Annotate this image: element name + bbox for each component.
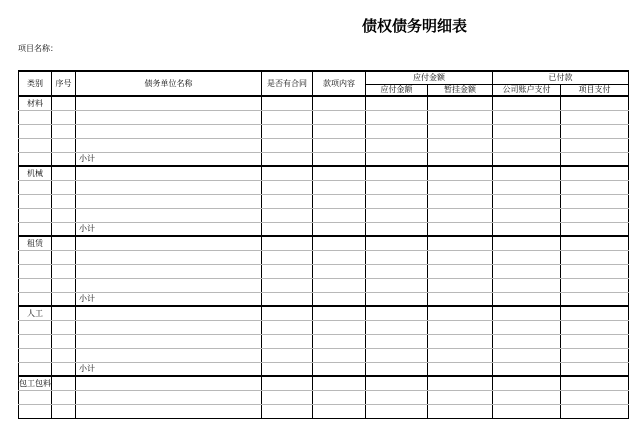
payable-amount-cell: [366, 376, 428, 390]
debtor-name-cell: [76, 110, 262, 124]
company-account-paid-cell: [493, 152, 561, 166]
payable-amount-cell: [366, 124, 428, 138]
has-contract-cell: [262, 124, 313, 138]
debtor-name-cell: [76, 320, 262, 334]
debtor-name-cell: [76, 166, 262, 180]
header-pending-amount: 暂挂金额: [428, 84, 493, 96]
company-account-paid-cell: [493, 166, 561, 180]
pending-amount-cell: [428, 334, 493, 348]
pending-amount-cell: [428, 390, 493, 404]
has-contract-cell: [262, 96, 313, 110]
payment-content-cell: [313, 124, 366, 138]
pending-amount-cell: [428, 152, 493, 166]
category-cell: [19, 404, 52, 418]
pending-amount-cell: [428, 208, 493, 222]
category-cell: [19, 390, 52, 404]
company-account-paid-cell: [493, 264, 561, 278]
company-account-paid-cell: [493, 348, 561, 362]
payable-amount-cell: [366, 306, 428, 320]
seq-cell: [52, 362, 76, 376]
pending-amount-cell: [428, 376, 493, 390]
seq-cell: [52, 194, 76, 208]
header-seq: 序号: [52, 71, 76, 96]
debtor-name-cell: [76, 250, 262, 264]
project-paid-cell: [561, 320, 629, 334]
table-row: [19, 194, 629, 208]
has-contract-cell: [262, 362, 313, 376]
seq-cell: [52, 124, 76, 138]
seq-cell: [52, 96, 76, 110]
table-row: [19, 264, 629, 278]
category-cell: [19, 152, 52, 166]
payment-content-cell: [313, 306, 366, 320]
project-paid-cell: [561, 152, 629, 166]
has-contract-cell: [262, 236, 313, 250]
table-row: [19, 348, 629, 362]
header-category: 类别: [19, 71, 52, 96]
project-paid-cell: [561, 138, 629, 152]
payment-content-cell: [313, 404, 366, 418]
debtor-name-cell: [76, 124, 262, 138]
pending-amount-cell: [428, 278, 493, 292]
payment-content-cell: [313, 292, 366, 306]
pending-amount-cell: [428, 264, 493, 278]
payment-content-cell: [313, 110, 366, 124]
category-cell: 租赁: [19, 236, 52, 250]
debtor-name-cell: [76, 348, 262, 362]
seq-cell: [52, 404, 76, 418]
company-account-paid-cell: [493, 138, 561, 152]
project-paid-cell: [561, 110, 629, 124]
category-cell: [19, 264, 52, 278]
debtor-name-cell: [76, 404, 262, 418]
category-cell: [19, 208, 52, 222]
pending-amount-cell: [428, 250, 493, 264]
has-contract-cell: [262, 166, 313, 180]
seq-cell: [52, 264, 76, 278]
table-header: [19, 71, 629, 96]
payable-amount-cell: [366, 334, 428, 348]
project-paid-cell: [561, 334, 629, 348]
payable-amount-cell: [366, 138, 428, 152]
table-row: [19, 96, 629, 110]
payable-amount-cell: [366, 222, 428, 236]
payment-content-cell: [313, 264, 366, 278]
has-contract-cell: [262, 110, 313, 124]
payment-content-cell: [313, 334, 366, 348]
category-cell: [19, 222, 52, 236]
payable-amount-cell: [366, 194, 428, 208]
seq-cell: [52, 250, 76, 264]
table-row: [19, 376, 629, 390]
table-row: [19, 222, 629, 236]
header-debtor-name: 债务单位名称: [76, 71, 262, 96]
project-paid-cell: [561, 208, 629, 222]
payment-content-cell: [313, 250, 366, 264]
table-row: [19, 278, 629, 292]
seq-cell: [52, 320, 76, 334]
debtor-name-cell: [76, 334, 262, 348]
category-cell: [19, 138, 52, 152]
debtor-name-cell: [76, 208, 262, 222]
project-paid-cell: [561, 362, 629, 376]
payment-content-cell: [313, 166, 366, 180]
payable-amount-cell: [366, 292, 428, 306]
has-contract-cell: [262, 292, 313, 306]
header-payment-content: 款项内容: [313, 71, 366, 96]
seq-cell: [52, 110, 76, 124]
has-contract-cell: [262, 390, 313, 404]
category-cell: [19, 110, 52, 124]
pending-amount-cell: [428, 236, 493, 250]
seq-cell: [52, 334, 76, 348]
company-account-paid-cell: [493, 236, 561, 250]
pending-amount-cell: [428, 222, 493, 236]
payable-amount-cell: [366, 320, 428, 334]
project-paid-cell: [561, 236, 629, 250]
project-paid-cell: [561, 96, 629, 110]
payment-content-cell: [313, 208, 366, 222]
payment-content-cell: [313, 96, 366, 110]
company-account-paid-cell: [493, 194, 561, 208]
seq-cell: [52, 390, 76, 404]
debt-detail-table: [18, 70, 629, 419]
project-paid-cell: [561, 292, 629, 306]
debtor-name-cell: [76, 264, 262, 278]
seq-cell: [52, 152, 76, 166]
seq-cell: [52, 180, 76, 194]
pending-amount-cell: [428, 138, 493, 152]
company-account-paid-cell: [493, 222, 561, 236]
debtor-name-cell: [76, 96, 262, 110]
header-paid-group: 已付款: [493, 71, 629, 84]
debtor-name-cell: 小计: [76, 222, 262, 236]
company-account-paid-cell: [493, 96, 561, 110]
company-account-paid-cell: [493, 278, 561, 292]
company-account-paid-cell: [493, 390, 561, 404]
pending-amount-cell: [428, 110, 493, 124]
payable-amount-cell: [366, 96, 428, 110]
project-paid-cell: [561, 180, 629, 194]
has-contract-cell: [262, 348, 313, 362]
has-contract-cell: [262, 180, 313, 194]
seq-cell: [52, 208, 76, 222]
pending-amount-cell: [428, 362, 493, 376]
table-row: [19, 208, 629, 222]
payable-amount-cell: [366, 250, 428, 264]
payment-content-cell: [313, 390, 366, 404]
payment-content-cell: [313, 320, 366, 334]
payable-amount-cell: [366, 362, 428, 376]
project-paid-cell: [561, 404, 629, 418]
seq-cell: [52, 222, 76, 236]
payable-amount-cell: [366, 236, 428, 250]
payment-content-cell: [313, 138, 366, 152]
table-row: [19, 306, 629, 320]
payment-content-cell: [313, 152, 366, 166]
has-contract-cell: [262, 250, 313, 264]
project-paid-cell: [561, 376, 629, 390]
pending-amount-cell: [428, 404, 493, 418]
seq-cell: [52, 348, 76, 362]
seq-cell: [52, 292, 76, 306]
table-row: [19, 138, 629, 152]
table-row: [19, 236, 629, 250]
payment-content-cell: [313, 376, 366, 390]
has-contract-cell: [262, 208, 313, 222]
category-cell: [19, 292, 52, 306]
company-account-paid-cell: [493, 124, 561, 138]
debtor-name-cell: [76, 278, 262, 292]
category-cell: [19, 348, 52, 362]
table-row: [19, 152, 629, 166]
category-cell: [19, 334, 52, 348]
table-row: [19, 250, 629, 264]
project-paid-cell: [561, 124, 629, 138]
pending-amount-cell: [428, 166, 493, 180]
payment-content-cell: [313, 180, 366, 194]
table-row: [19, 390, 629, 404]
payable-amount-cell: [366, 390, 428, 404]
seq-cell: [52, 138, 76, 152]
header-has-contract: 是否有合同: [262, 71, 313, 96]
category-group: [19, 166, 629, 236]
table-row: [19, 292, 629, 306]
debtor-name-cell: 小计: [76, 362, 262, 376]
company-account-paid-cell: [493, 292, 561, 306]
category-group: [19, 376, 629, 418]
has-contract-cell: [262, 152, 313, 166]
category-cell: 材料: [19, 96, 52, 110]
payment-content-cell: [313, 278, 366, 292]
seq-cell: [52, 306, 76, 320]
company-account-paid-cell: [493, 306, 561, 320]
company-account-paid-cell: [493, 250, 561, 264]
company-account-paid-cell: [493, 320, 561, 334]
has-contract-cell: [262, 194, 313, 208]
table-row: [19, 166, 629, 180]
company-account-paid-cell: [493, 208, 561, 222]
project-paid-cell: [561, 306, 629, 320]
project-paid-cell: [561, 390, 629, 404]
project-paid-cell: [561, 250, 629, 264]
payment-content-cell: [313, 194, 366, 208]
company-account-paid-cell: [493, 110, 561, 124]
pending-amount-cell: [428, 306, 493, 320]
project-paid-cell: [561, 194, 629, 208]
company-account-paid-cell: [493, 362, 561, 376]
debtor-name-cell: [76, 236, 262, 250]
payment-content-cell: [313, 362, 366, 376]
header-project-paid: 项目支付: [561, 84, 629, 96]
category-cell: [19, 180, 52, 194]
table-row: [19, 124, 629, 138]
seq-cell: [52, 278, 76, 292]
project-paid-cell: [561, 264, 629, 278]
payment-content-cell: [313, 222, 366, 236]
debtor-name-cell: [76, 180, 262, 194]
has-contract-cell: [262, 376, 313, 390]
has-contract-cell: [262, 222, 313, 236]
has-contract-cell: [262, 278, 313, 292]
category-group: [19, 96, 629, 166]
table-row: [19, 110, 629, 124]
seq-cell: [52, 236, 76, 250]
table-row: [19, 334, 629, 348]
page-title: 债权债务明细表: [362, 17, 468, 35]
pending-amount-cell: [428, 180, 493, 194]
pending-amount-cell: [428, 124, 493, 138]
category-cell: [19, 250, 52, 264]
debtor-name-cell: [76, 194, 262, 208]
pending-amount-cell: [428, 292, 493, 306]
category-cell: 包工包料: [19, 376, 52, 390]
category-group: [19, 306, 629, 376]
project-paid-cell: [561, 222, 629, 236]
header-payable-group: 应付金额: [366, 71, 493, 84]
payment-content-cell: [313, 236, 366, 250]
project-paid-cell: [561, 278, 629, 292]
payment-content-cell: [313, 348, 366, 362]
payable-amount-cell: [366, 180, 428, 194]
category-cell: [19, 194, 52, 208]
category-cell: 机械: [19, 166, 52, 180]
company-account-paid-cell: [493, 376, 561, 390]
table-row: [19, 180, 629, 194]
category-cell: [19, 320, 52, 334]
table-row: [19, 362, 629, 376]
has-contract-cell: [262, 138, 313, 152]
debtor-name-cell: 小计: [76, 292, 262, 306]
payable-amount-cell: [366, 110, 428, 124]
has-contract-cell: [262, 306, 313, 320]
header-row: [19, 71, 629, 84]
payable-amount-cell: [366, 404, 428, 418]
company-account-paid-cell: [493, 334, 561, 348]
payable-amount-cell: [366, 166, 428, 180]
has-contract-cell: [262, 264, 313, 278]
project-paid-cell: [561, 348, 629, 362]
payable-amount-cell: [366, 264, 428, 278]
category-cell: [19, 362, 52, 376]
payable-amount-cell: [366, 348, 428, 362]
seq-cell: [52, 166, 76, 180]
pending-amount-cell: [428, 96, 493, 110]
debtor-name-cell: [76, 138, 262, 152]
pending-amount-cell: [428, 320, 493, 334]
debtor-name-cell: [76, 306, 262, 320]
category-group: [19, 236, 629, 306]
debtor-name-cell: [76, 376, 262, 390]
company-account-paid-cell: [493, 180, 561, 194]
has-contract-cell: [262, 334, 313, 348]
table-row: [19, 320, 629, 334]
project-name-label: 项目名称：: [18, 44, 58, 53]
table-row: [19, 404, 629, 418]
has-contract-cell: [262, 320, 313, 334]
project-paid-cell: [561, 166, 629, 180]
debtor-name-cell: 小计: [76, 152, 262, 166]
seq-cell: [52, 376, 76, 390]
has-contract-cell: [262, 404, 313, 418]
category-cell: 人工: [19, 306, 52, 320]
pending-amount-cell: [428, 348, 493, 362]
header-payable-amount: 应付金额: [366, 84, 428, 96]
payable-amount-cell: [366, 152, 428, 166]
payable-amount-cell: [366, 208, 428, 222]
category-cell: [19, 278, 52, 292]
category-cell: [19, 124, 52, 138]
company-account-paid-cell: [493, 404, 561, 418]
header-company-account-paid: 公司账户支付: [493, 84, 561, 96]
pending-amount-cell: [428, 194, 493, 208]
payable-amount-cell: [366, 278, 428, 292]
debtor-name-cell: [76, 390, 262, 404]
